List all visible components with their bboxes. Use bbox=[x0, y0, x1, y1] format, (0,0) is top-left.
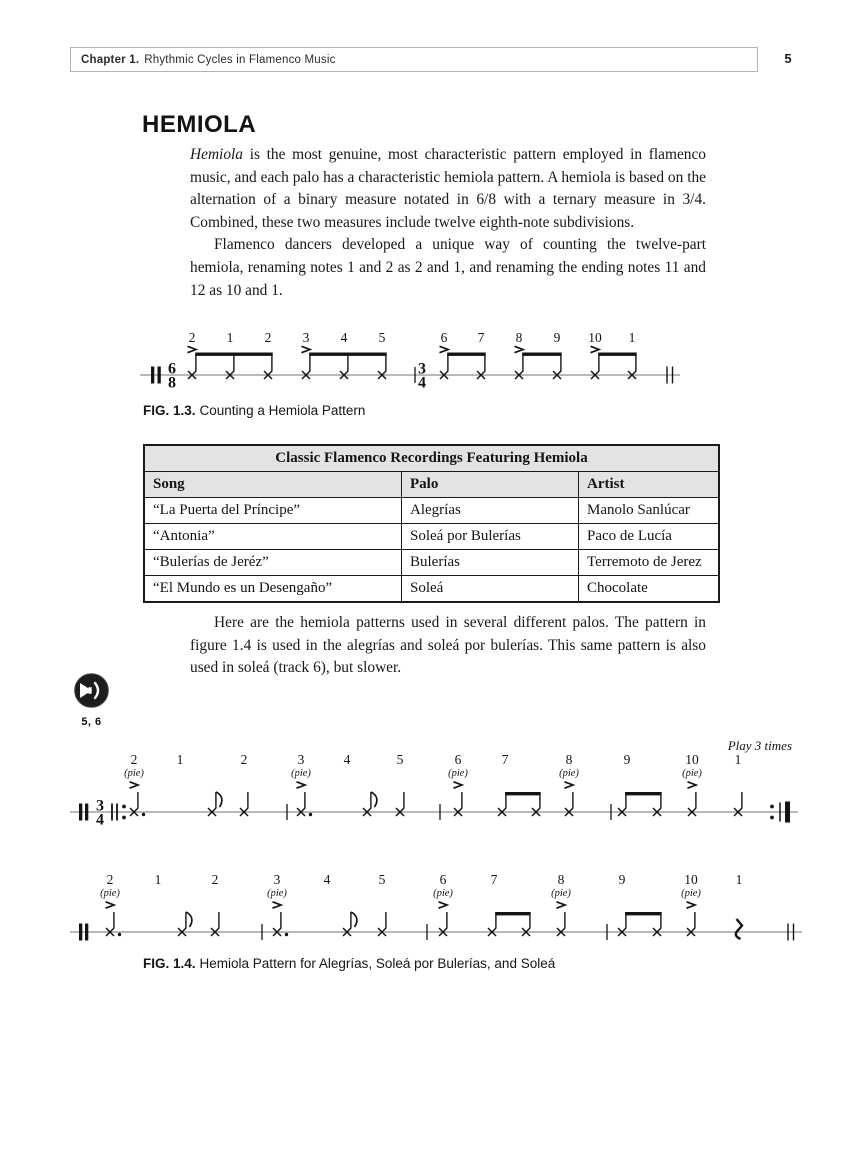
beam bbox=[195, 353, 273, 356]
paragraph-1: Hemiola is the most genuine, most characteristic pattern employed in flamenco music, and each palo has a characteristic hemiola pattern. A hemiola is based on the alternation of a binary measure notated in 6/8 with a ternary measure in 3/4. Combined, these two measures include twelve eighth-note subdivisions. bbox=[190, 146, 706, 231]
count-label: 3 bbox=[273, 872, 281, 887]
audio-track-numbers: 5, 6 bbox=[81, 716, 102, 728]
count-label: 5 bbox=[378, 330, 386, 345]
repeat-dots bbox=[770, 816, 774, 820]
count-label: 10 bbox=[685, 752, 699, 767]
beam bbox=[447, 353, 486, 356]
repeat-dots bbox=[122, 805, 126, 809]
eighth-flag bbox=[186, 912, 192, 927]
count-label: 1 bbox=[154, 872, 162, 887]
table-cell: “Bulerías de Jeréz” bbox=[144, 550, 402, 576]
count-label: 10 bbox=[588, 330, 602, 345]
time-signature: 4 bbox=[96, 811, 104, 829]
table-cell: Terremoto de Jerez bbox=[579, 550, 720, 576]
augmentation-dot bbox=[142, 813, 145, 816]
count-label: 2 bbox=[106, 872, 114, 887]
augmentation-dot bbox=[118, 933, 121, 936]
beam bbox=[522, 353, 562, 356]
count-label: 7 bbox=[477, 330, 485, 345]
pie-label: (pie) bbox=[681, 888, 701, 899]
beam bbox=[598, 353, 637, 356]
count-label: 6 bbox=[439, 872, 447, 887]
table-row bbox=[144, 576, 719, 603]
table-row bbox=[144, 524, 719, 550]
double-barline bbox=[85, 924, 88, 941]
table-cell: Chocolate bbox=[579, 576, 720, 603]
count-label: 1 bbox=[734, 752, 742, 767]
paragraph-3: Here are the hemiola patterns used in several different palos. The pattern in figure 1.4 is used in the alegrías and soleá por bulerías. This same pattern is also used in soleá (track 6), but slower. bbox=[190, 614, 706, 677]
count-label: 2 bbox=[188, 330, 196, 345]
table-cell: Paco de Lucía bbox=[579, 524, 720, 550]
count-label: 8 bbox=[557, 872, 565, 887]
fig13-notation bbox=[138, 328, 698, 398]
accent-icon bbox=[439, 902, 448, 908]
fig13-caption-text: Counting a Hemiola Pattern bbox=[199, 403, 366, 418]
fig14-caption bbox=[143, 956, 555, 971]
table-cell: Manolo Sanlúcar bbox=[579, 498, 720, 524]
count-label: 2 bbox=[264, 330, 272, 345]
table-cell: “El Mundo es un Desengaño” bbox=[144, 576, 402, 603]
count-label: 5 bbox=[378, 872, 386, 887]
augmentation-dot bbox=[285, 933, 288, 936]
double-barline bbox=[79, 924, 82, 941]
audio-track-marker bbox=[73, 672, 110, 728]
column-header-palo: Palo bbox=[402, 472, 579, 498]
double-barline bbox=[79, 804, 82, 821]
chapter-title: Rhythmic Cycles in Flamenco Music bbox=[144, 53, 336, 66]
beam bbox=[495, 912, 530, 915]
body-text-block-2 bbox=[190, 612, 706, 680]
term-hemiola: Hemiola bbox=[190, 146, 244, 163]
accent-icon bbox=[130, 782, 139, 788]
time-signature: 3 bbox=[96, 797, 104, 815]
pie-label: (pie) bbox=[448, 768, 468, 779]
pie-label: (pie) bbox=[682, 768, 702, 779]
pie-label: (pie) bbox=[291, 768, 311, 779]
fig14-caption-label: FIG. 1.4. bbox=[143, 956, 196, 971]
count-label: 10 bbox=[684, 872, 698, 887]
pie-label: (pie) bbox=[100, 888, 120, 899]
fig14-notation-line2 bbox=[66, 856, 810, 950]
pie-label: (pie) bbox=[433, 888, 453, 899]
table-row bbox=[144, 498, 719, 524]
paragraph-2: Flamenco dancers developed a unique way of counting the twelve-part hemiola, renaming notes 1 and 2 as 2 and 1, and renaming the ending notes 11 and 12 as 10 and 1. bbox=[190, 236, 706, 299]
accent-icon bbox=[557, 902, 566, 908]
table-cell: “Antonia” bbox=[144, 524, 402, 550]
play-instruction: Play 3 times bbox=[727, 738, 792, 753]
accent-icon bbox=[188, 346, 197, 352]
count-label: 4 bbox=[323, 872, 331, 887]
accent-icon bbox=[454, 782, 463, 788]
count-label: 2 bbox=[240, 752, 248, 767]
augmentation-dot bbox=[309, 813, 312, 816]
accent-icon bbox=[515, 346, 524, 352]
speaker-icon bbox=[73, 672, 110, 709]
accent-icon bbox=[273, 902, 282, 908]
pie-label: (pie) bbox=[267, 888, 287, 899]
time-signature: 4 bbox=[418, 374, 426, 392]
table-cell: Alegrías bbox=[402, 498, 579, 524]
table-cell: Soleá por Bulerías bbox=[402, 524, 579, 550]
fig13-caption-label: FIG. 1.3. bbox=[143, 403, 196, 418]
count-label: 2 bbox=[130, 752, 138, 767]
repeat-dots bbox=[122, 816, 126, 820]
table-title-row bbox=[144, 445, 719, 472]
pie-label: (pie) bbox=[551, 888, 571, 899]
count-label: 1 bbox=[735, 872, 743, 887]
count-label: 6 bbox=[440, 330, 448, 345]
count-label: 1 bbox=[226, 330, 234, 345]
beam bbox=[625, 912, 661, 915]
count-label: 1 bbox=[628, 330, 636, 345]
count-label: 9 bbox=[623, 752, 631, 767]
accent-icon bbox=[302, 346, 311, 352]
chapter-header-bar bbox=[70, 47, 758, 72]
column-header-song: Song bbox=[144, 472, 402, 498]
body-text-block bbox=[190, 144, 706, 302]
repeat-dots bbox=[770, 805, 774, 809]
recordings-table bbox=[143, 444, 720, 603]
accent-icon bbox=[687, 902, 696, 908]
count-label: 4 bbox=[340, 330, 348, 345]
section-heading: HEMIOLA bbox=[142, 111, 257, 138]
time-signature: 3 bbox=[418, 360, 426, 378]
chapter-number: Chapter 1. bbox=[81, 53, 140, 66]
accent-icon bbox=[297, 782, 306, 788]
fig13-caption bbox=[143, 403, 365, 418]
double-barline bbox=[151, 367, 154, 384]
table-cell: Soleá bbox=[402, 576, 579, 603]
table-body bbox=[144, 498, 719, 603]
accent-icon bbox=[440, 346, 449, 352]
beam bbox=[625, 792, 661, 795]
accent-icon bbox=[106, 902, 115, 908]
double-barline bbox=[85, 804, 88, 821]
eighth-flag bbox=[371, 792, 377, 807]
fig14-caption-text: Hemiola Pattern for Alegrías, Soleá por Bulerías, and Soleá bbox=[199, 956, 556, 971]
count-label: 1 bbox=[176, 752, 184, 767]
table-cell: Bulerías bbox=[402, 550, 579, 576]
final-thick-barline bbox=[785, 802, 790, 823]
accent-icon bbox=[565, 782, 574, 788]
accent-icon bbox=[688, 782, 697, 788]
count-label: 8 bbox=[565, 752, 573, 767]
eighth-flag bbox=[351, 912, 357, 927]
count-label: 8 bbox=[515, 330, 523, 345]
count-label: 7 bbox=[490, 872, 498, 887]
table-title: Classic Flamenco Recordings Featuring Hemiola bbox=[144, 445, 719, 472]
count-label: 4 bbox=[343, 752, 351, 767]
fig14-notation-line1 bbox=[66, 736, 810, 830]
count-label: 9 bbox=[618, 872, 626, 887]
time-signature: 8 bbox=[168, 374, 176, 392]
table-row bbox=[144, 550, 719, 576]
count-label: 9 bbox=[553, 330, 561, 345]
table-cell: “La Puerta del Príncipe” bbox=[144, 498, 402, 524]
beam bbox=[309, 353, 387, 356]
accent-icon bbox=[591, 346, 600, 352]
eighth-flag bbox=[216, 792, 222, 807]
beam bbox=[505, 792, 540, 795]
column-header-artist: Artist bbox=[579, 472, 720, 498]
count-label: 2 bbox=[211, 872, 219, 887]
time-signature: 6 bbox=[168, 360, 176, 378]
table-header-row bbox=[144, 472, 719, 498]
count-label: 6 bbox=[454, 752, 462, 767]
count-label: 7 bbox=[501, 752, 509, 767]
pie-label: (pie) bbox=[124, 768, 144, 779]
pie-label: (pie) bbox=[559, 768, 579, 779]
page-number: 5 bbox=[784, 51, 792, 66]
quarter-rest bbox=[736, 919, 742, 939]
count-label: 3 bbox=[302, 330, 310, 345]
count-label: 5 bbox=[396, 752, 404, 767]
double-barline bbox=[158, 367, 161, 384]
count-label: 3 bbox=[297, 752, 305, 767]
